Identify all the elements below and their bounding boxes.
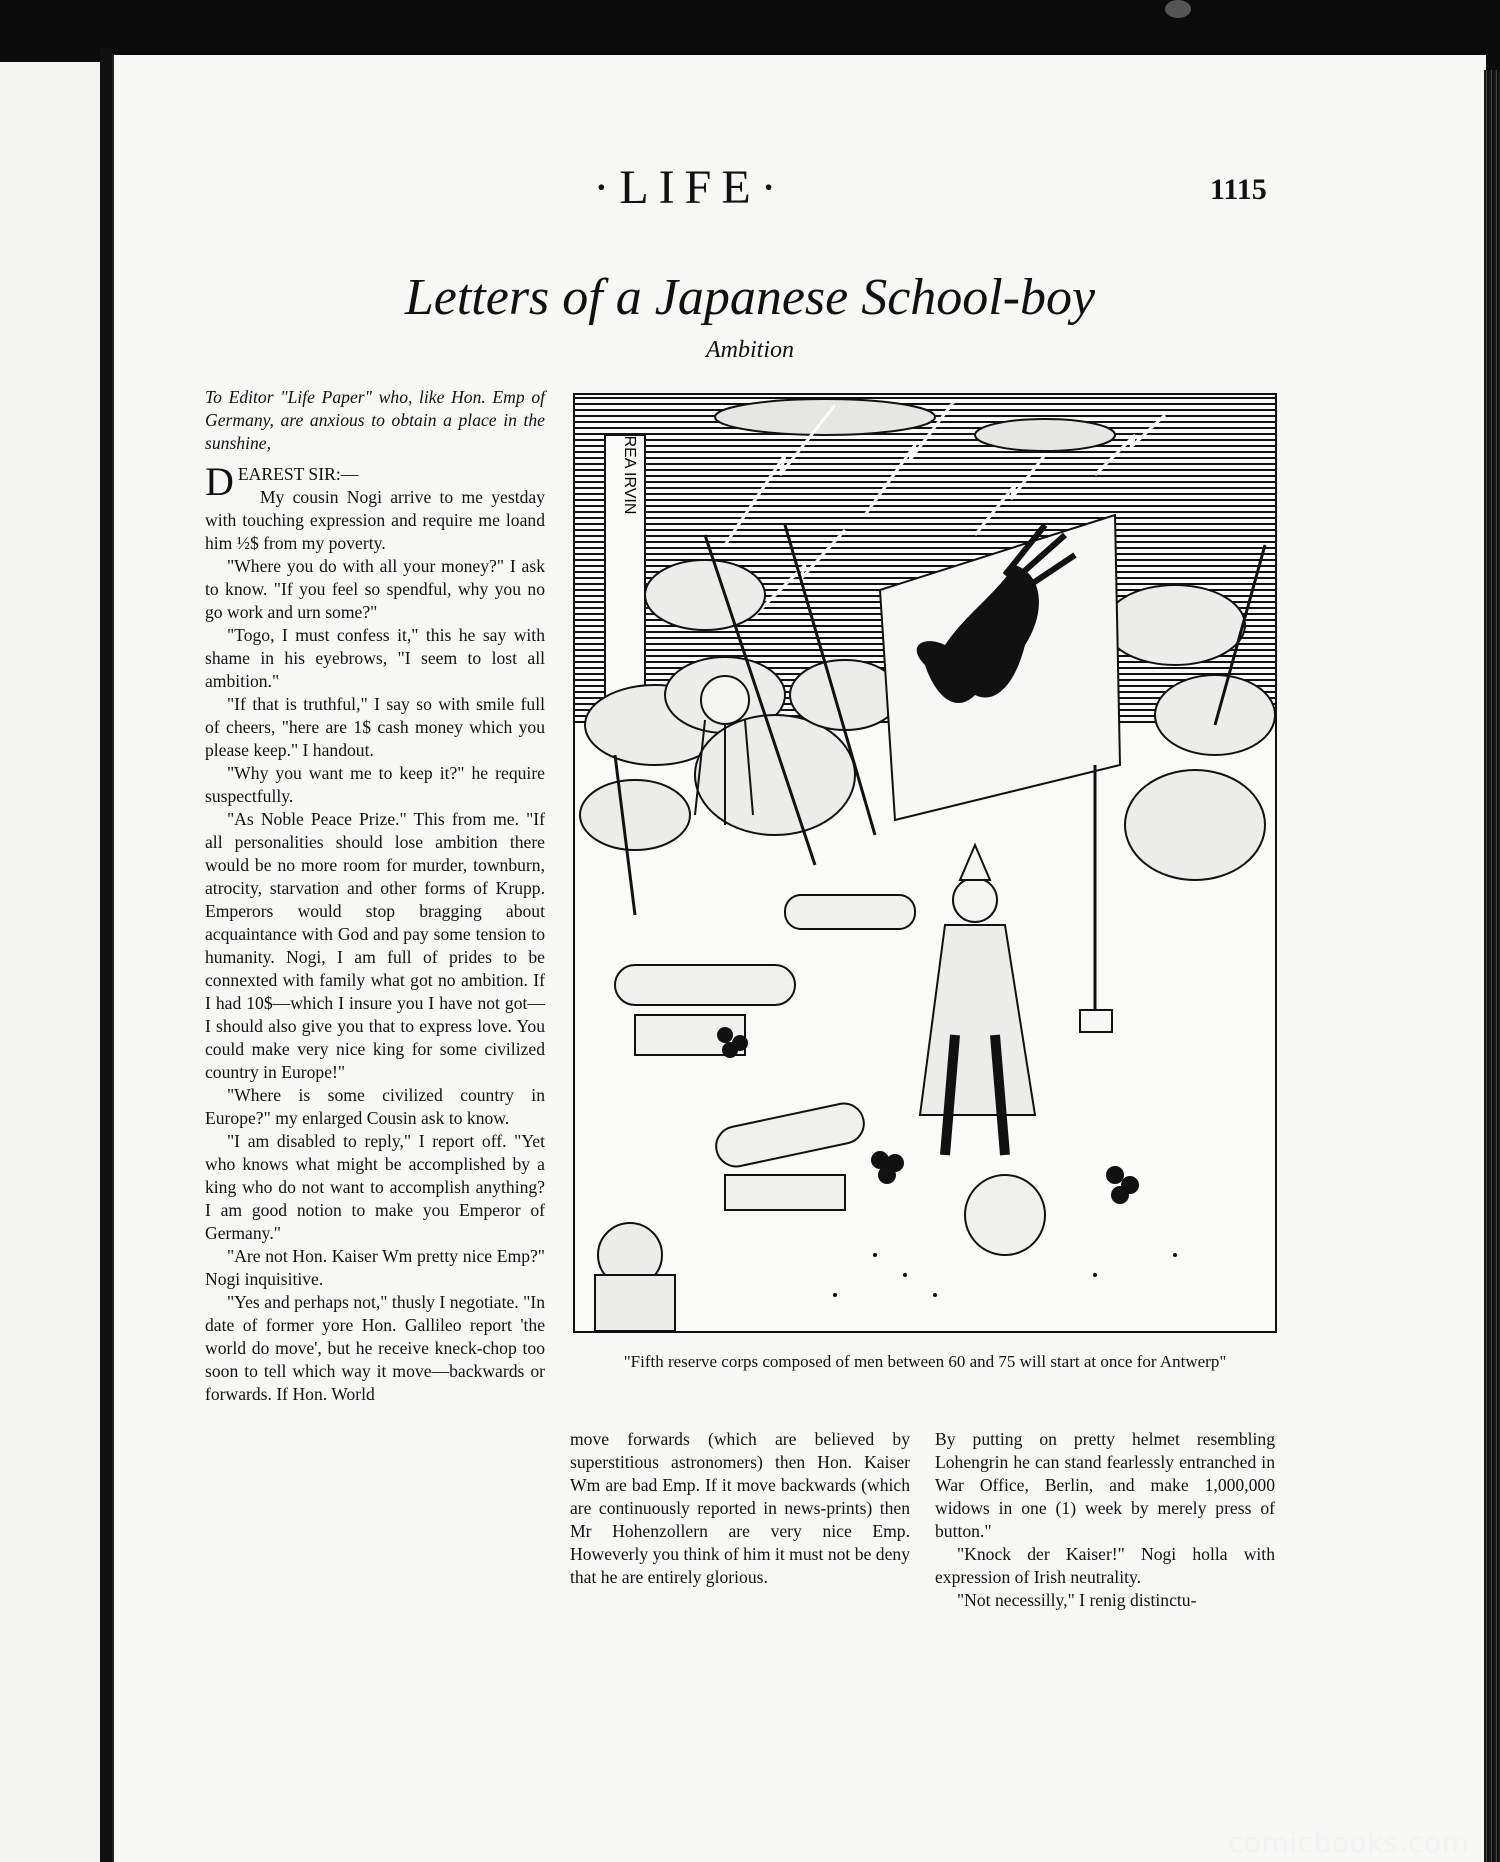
greeting bbox=[205, 459, 545, 504]
text-column-3 bbox=[935, 1428, 1275, 1612]
illustration-caption: "Fifth reserve corps composed of men between 60 and 75 will start at once for Antwerp" bbox=[623, 1352, 1227, 1371]
paragraph: "Not necessilly," I renig distinctu- bbox=[957, 1590, 1197, 1610]
paragraph: "Yes and perhaps not," thusly I negotiate. "In date of former yore Hon. Gallileo report 'the world do move', but he receive kneck-chop too soon to tell which way it move—backwards or forwards. If Hon. World bbox=[205, 1292, 545, 1404]
left-page-edge bbox=[0, 62, 100, 1862]
greeting-text: EAREST SIR:— bbox=[237, 464, 359, 484]
paragraph: "Where is some civilized country in Europe?" my enlarged Cousin ask to know. bbox=[205, 1085, 545, 1128]
scan-blotch bbox=[1165, 0, 1191, 18]
paragraph: "Why you want me to keep it?" he require suspectfully. bbox=[205, 763, 545, 806]
text-column-1 bbox=[205, 386, 545, 1406]
salutation: To Editor "Life Paper" who, like Hon. Emp of Germany, are anxious to obtain a place in the sunshine, bbox=[205, 387, 545, 453]
paragraph: move forwards (which are believed by superstitious astronomers) then Hon. Kaiser Wm are bad Emp. If it move backwards (which are continuously reported in news-prints) then Mr Hohenzollern are very nice Emp. Howeverly you think of him it must not be deny that he are entirely glorious. bbox=[570, 1429, 910, 1587]
article-subtitle: Ambition bbox=[706, 337, 794, 363]
paragraph: "Are not Hon. Kaiser Wm pretty nice Emp?" Nogi inquisitive. bbox=[205, 1246, 545, 1289]
cartoon-illustration bbox=[573, 393, 1277, 1333]
artist-signature: REA IRVIN bbox=[621, 435, 638, 515]
page-edge-stack bbox=[1484, 70, 1500, 1862]
text-column-2 bbox=[570, 1428, 910, 1589]
paragraph: "Where you do with all your money?" I ask to know. "If you feel so spendful, why you no go work and urn some?" bbox=[205, 556, 545, 622]
paragraph: "I am disabled to reply," I report off. "Yet who knows what might be accomplished by a king who do not want to accomplish anything? I am good notion to make you Emperor of Germany." bbox=[205, 1131, 545, 1243]
cartoon-drawing bbox=[575, 395, 1275, 1331]
paragraph: My cousin Nogi arrive to me yestday with touching expression and require me loand him ½$ from my poverty. bbox=[205, 487, 545, 553]
book-spine bbox=[100, 48, 112, 1862]
article-title: Letters of a Japanese School-boy bbox=[404, 269, 1096, 326]
page-number: 1115 bbox=[1210, 173, 1267, 206]
paragraph: "Togo, I must confess it," this he say with shame in his eyebrows, "I seem to lost all ambition." bbox=[205, 625, 545, 691]
paragraph: "Knock der Kaiser!" Nogi holla with expression of Irish neutrality. bbox=[935, 1544, 1275, 1587]
paragraph: "As Noble Peace Prize." This from me. "If all personalities should lose ambition there would be no more room for murder, townburn, atrocity, starvation and other forms of Krupp. Emperors would stop bragging about acquaintance with God and pay some tension to humanity. Nogi, I am full of prides to be connexted with family what got no ambition. If I had 10$—which I insure you I have not got—I should also give you that to express love. You could make very nice king for some civilized country in Europe!" bbox=[205, 809, 545, 1082]
paragraph: "If that is truthful," I say so with smile full of cheers, "here are 1$ cash money which you please keep." I handout. bbox=[205, 694, 545, 760]
masthead: ·LIFE· bbox=[593, 161, 787, 214]
drop-cap: D bbox=[205, 459, 234, 504]
watermark: comicbooks.com bbox=[1228, 1826, 1470, 1859]
paragraph: By putting on pretty helmet resembling Lohengrin he can stand fearlessly entranched in War Office, Berlin, and make 1,000,000 widows in one (1) week by merely press of button." bbox=[935, 1429, 1275, 1541]
